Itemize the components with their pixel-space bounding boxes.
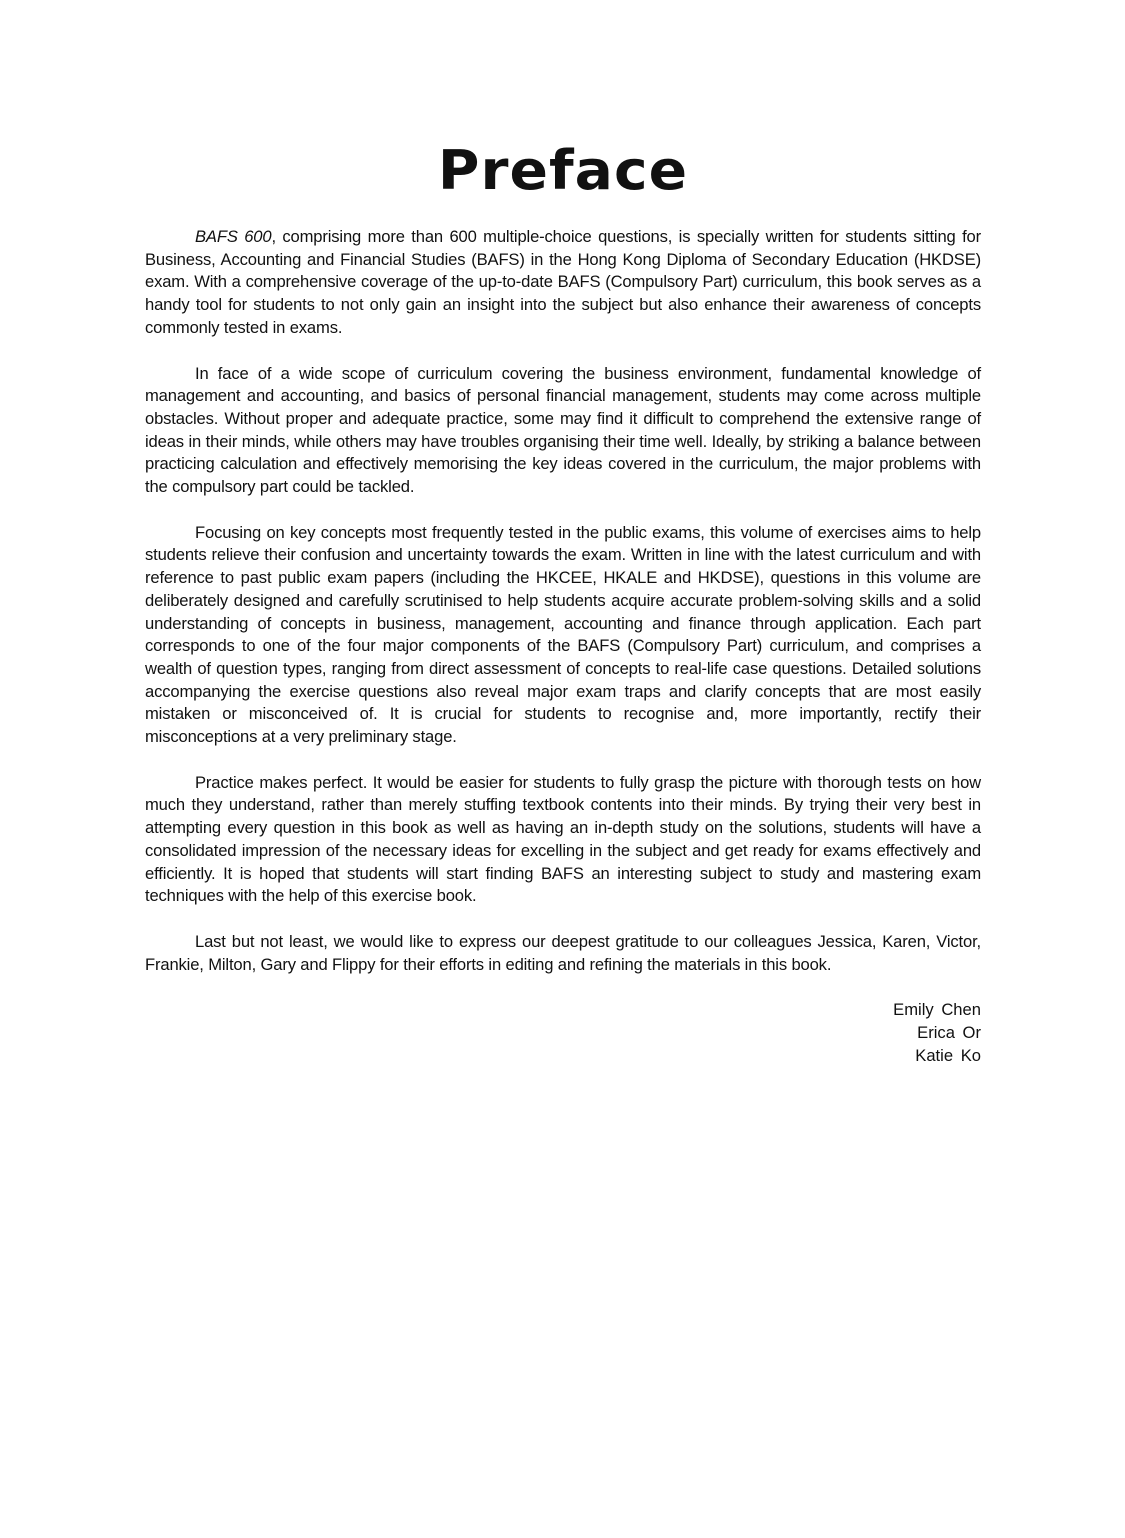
author-name: Erica Or xyxy=(917,1023,981,1043)
paragraph-text: , comprising more than 600 multiple-choice questions, is specially written for students sitting for Business, Accounting and Financial Studies (BAFS) in the Hong Kong Diploma of Secondary Education (HKDSE) exam. With a comprehensive coverage of the up-to-date BAFS (Compulsory Part) curriculum, this book serves as a handy tool for students to not only gain an insight into the subject but also enhance their awareness of concepts commonly tested in exams. xyxy=(145,227,981,337)
author-name: Emily Chen xyxy=(893,1000,981,1020)
author-name: Katie Ko xyxy=(915,1045,981,1065)
author-signatures xyxy=(145,999,981,1067)
paragraph-curriculum-scope: In face of a wide scope of curriculum covering the business environment, fundamental knowledge of management and accounting, and basics of personal financial management, students may come across multiple obstacles. Without proper and adequate practice, some may find it difficult to comprehend the extensive range of ideas in their minds, while others may have troubles organising their time well. Ideally, by striking a balance between practicing calculation and effectively memorising the key ideas covered in the curriculum, the major problems with the compulsory part could be tackled. xyxy=(145,363,981,497)
page-title: Preface xyxy=(437,139,689,202)
paragraph-volume-focus: Focusing on key concepts most frequently tested in the public exams, this volume of exercises aims to help students relieve their confusion and uncertainty towards the exam. Written in line with the latest curriculum and with reference to past public exam papers (including the HKCEE, HKALE and HKDSE), questions in this volume are deliberately designed and carefully scrutinised to help students acquire accurate problem-solving skills and a solid understanding of concepts in business, management, accounting and finance through application. Each part corresponds to one of the four major components of the BAFS (Compulsory Part) curriculum, and comprises a wealth of question types, ranging from direct assessment of concepts to real-life case questions. Detailed solutions accompanying the exercise questions also reveal major exam traps and clarify concepts that are most easily mistaken or misconceived of. It is crucial for students to recognise and, more importantly, rectify their misconceptions at a very preliminary stage. xyxy=(145,522,981,747)
paragraph-intro xyxy=(145,226,981,340)
book-title: BAFS 600 xyxy=(195,227,272,246)
paragraph-acknowledgements: Last but not least, we would like to express our deepest gratitude to our colleagues Jessica, Karen, Victor, Frankie, Milton, Gary and Flippy for their efforts in editing and refining the materials in this book. xyxy=(145,931,981,974)
preface-body xyxy=(145,226,981,1068)
paragraph-practice: Practice makes perfect. It would be easier for students to fully grasp the picture with thorough tests on how much they understand, rather than merely stuffing textbook contents into their minds. By trying their very best in attempting every question in this book as well as having an in-depth study on the solutions, students will have a consolidated impression of the necessary ideas for excelling in the subject and get ready for exams effectively and efficiently. It is hoped that students will start finding BAFS an interesting subject to study and mastering exam techniques with the help of this exercise book. xyxy=(145,772,981,906)
